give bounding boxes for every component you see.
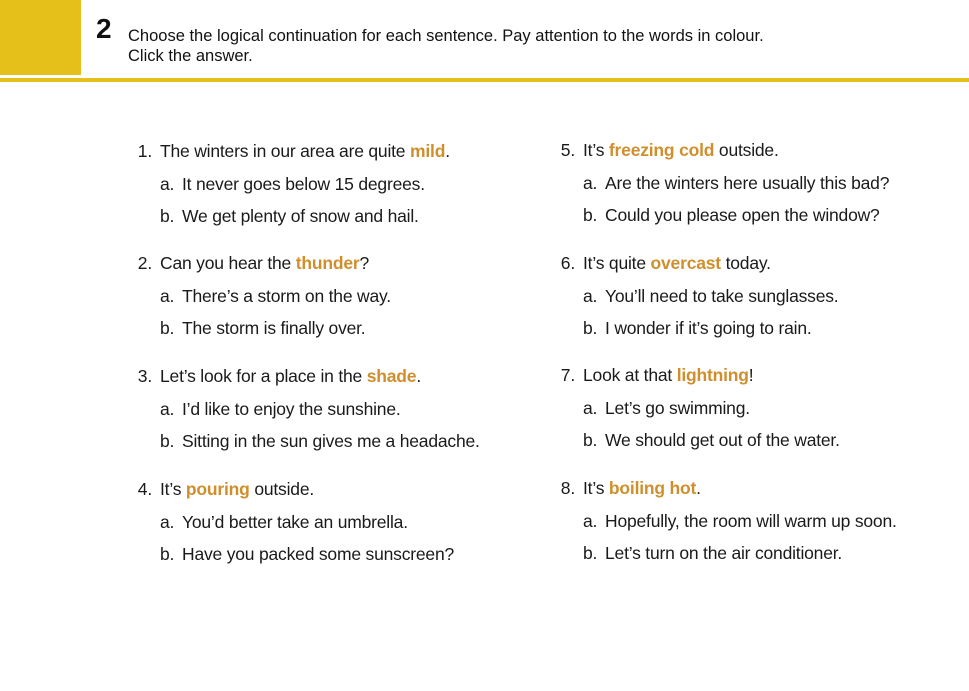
keyword: overcast <box>650 253 721 273</box>
stem-after: ! <box>748 365 754 385</box>
question-number: 6. <box>560 253 575 273</box>
option-text[interactable]: Could you please open the window? <box>605 205 880 225</box>
question-number: 8. <box>560 478 575 498</box>
question-4 <box>130 478 530 575</box>
option-letter: b. <box>583 205 598 225</box>
question-number: 2. <box>137 253 152 273</box>
option-letter: b. <box>583 318 598 338</box>
option-text[interactable]: We get plenty of snow and hail. <box>182 206 419 226</box>
option-text[interactable]: You’d better take an umbrella. <box>182 512 408 532</box>
question-2 <box>130 252 530 349</box>
option-letter: b. <box>583 543 598 563</box>
header-divider <box>0 78 969 82</box>
stem-after: . <box>445 141 450 161</box>
question-stem <box>130 140 530 173</box>
question-6 <box>553 252 953 349</box>
question-number: 4. <box>137 479 152 499</box>
option-text[interactable]: Hopefully, the room will warm up soon. <box>605 511 897 531</box>
option-letter: a. <box>583 286 598 306</box>
question-8 <box>553 477 953 574</box>
option-text[interactable]: We should get out of the water. <box>605 430 840 450</box>
question-stem <box>553 139 953 172</box>
question-text <box>583 477 701 499</box>
keyword: pouring <box>185 479 250 499</box>
question-text <box>583 364 753 386</box>
question-1 <box>130 140 530 237</box>
question-text <box>160 252 369 274</box>
question-7 <box>553 364 953 461</box>
stem-before: It’s quite <box>583 253 651 273</box>
option-letter: a. <box>160 174 175 194</box>
option-letter: b. <box>160 206 175 226</box>
stem-after: outside. <box>714 140 779 160</box>
instruction-line-2: Click the answer. <box>128 47 253 65</box>
answer-option-a[interactable] <box>553 510 953 542</box>
stem-after: today. <box>720 253 771 273</box>
question-number: 1. <box>137 141 152 161</box>
answer-option-b[interactable] <box>130 543 530 575</box>
option-letter: b. <box>583 430 598 450</box>
option-letter: a. <box>160 286 175 306</box>
stem-before: It’s <box>583 478 609 498</box>
answer-option-a[interactable] <box>130 511 530 543</box>
question-stem <box>130 252 530 285</box>
option-letter: a. <box>160 399 175 419</box>
answer-option-a[interactable] <box>130 398 530 430</box>
task-number: 2 <box>96 13 112 44</box>
question-stem <box>553 252 953 285</box>
option-text[interactable]: I wonder if it’s going to rain. <box>605 318 812 338</box>
question-text <box>160 365 421 387</box>
answer-option-a[interactable] <box>130 285 530 317</box>
option-letter: a. <box>583 398 598 418</box>
keyword: thunder <box>295 253 360 273</box>
stem-before: It’s <box>160 479 186 499</box>
answer-option-a[interactable] <box>553 172 953 204</box>
question-number: 3. <box>137 366 152 386</box>
question-stem <box>553 364 953 397</box>
stem-before: Look at that <box>583 365 677 385</box>
option-text[interactable]: There’s a storm on the way. <box>182 286 391 306</box>
question-stem <box>130 478 530 511</box>
stem-after: . <box>696 478 701 498</box>
option-text[interactable]: Sitting in the sun gives me a headache. <box>182 431 480 451</box>
option-letter: a. <box>160 512 175 532</box>
stem-before: The winters in our area are quite <box>160 141 411 161</box>
option-letter: a. <box>583 173 598 193</box>
question-text <box>583 139 779 161</box>
answer-option-b[interactable] <box>553 542 953 574</box>
answer-option-a[interactable] <box>553 397 953 429</box>
stem-before: Let’s look for a place in the <box>160 366 367 386</box>
question-stem <box>553 477 953 510</box>
stem-after: ? <box>359 253 370 273</box>
task-instructions <box>128 26 928 66</box>
option-text[interactable]: Are the winters here usually this bad? <box>605 173 890 193</box>
question-number: 7. <box>560 365 575 385</box>
stem-before: Can you hear the <box>160 253 296 273</box>
stem-before: It’s <box>583 140 609 160</box>
option-letter: b. <box>160 431 175 451</box>
question-text <box>160 140 450 162</box>
option-text[interactable]: Let’s go swimming. <box>605 398 750 418</box>
keyword: freezing cold <box>608 140 715 160</box>
option-letter: b. <box>160 544 175 564</box>
answer-option-a[interactable] <box>130 173 530 205</box>
question-3 <box>130 365 530 462</box>
instruction-line-1: Choose the logical continuation for each sentence. Pay attention to the words in colour. <box>128 27 764 45</box>
question-text <box>160 478 314 500</box>
answer-option-a[interactable] <box>553 285 953 317</box>
answer-option-b[interactable] <box>130 317 530 349</box>
answer-option-b[interactable] <box>553 429 953 461</box>
header-accent-block <box>0 0 81 75</box>
question-5 <box>553 139 953 236</box>
option-letter: a. <box>583 511 598 531</box>
keyword: lightning <box>676 365 749 385</box>
answer-option-b[interactable] <box>553 317 953 349</box>
option-text[interactable]: Have you packed some sunscreen? <box>182 544 455 564</box>
question-text <box>583 252 771 274</box>
option-text[interactable]: The storm is finally over. <box>182 318 366 338</box>
question-number: 5. <box>560 140 575 160</box>
stem-after: outside. <box>249 479 315 499</box>
option-text[interactable]: You’ll need to take sunglasses. <box>605 286 839 306</box>
keyword: mild <box>410 141 446 161</box>
question-stem <box>130 365 530 398</box>
option-letter: b. <box>160 318 175 338</box>
option-text[interactable]: It never goes below 15 degrees. <box>182 174 425 194</box>
answer-option-b[interactable] <box>130 205 530 237</box>
option-text[interactable]: Let’s turn on the air conditioner. <box>605 543 843 563</box>
stem-after: . <box>416 366 421 386</box>
keyword: shade <box>366 366 417 386</box>
answer-option-b[interactable] <box>130 430 530 462</box>
option-text[interactable]: I’d like to enjoy the sunshine. <box>182 399 401 419</box>
answer-option-b[interactable] <box>553 204 953 236</box>
keyword: boiling hot <box>608 478 697 498</box>
